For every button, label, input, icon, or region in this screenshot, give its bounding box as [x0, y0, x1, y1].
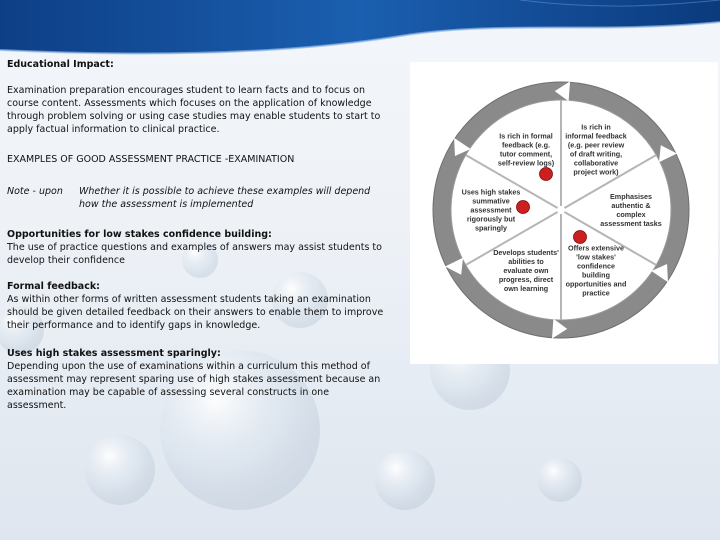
cycle-segment-label: self-review logs) — [497, 158, 555, 168]
section-body: The use of practice questions and examples of answers may assist students to develop their confidence — [7, 242, 382, 266]
cycle-segment-label: 'low stakes' — [576, 252, 616, 262]
cycle-segment-label: (e.g. peer review — [567, 140, 625, 150]
cycle-segment-label: progress, direct — [498, 275, 554, 285]
cycle-segment-label: rigorously but — [466, 214, 516, 224]
cycle-segment-label: building — [582, 270, 610, 280]
cycle-segment-label: evaluate own — [503, 266, 549, 276]
note-text: Whether it is possible to achieve these examples will depend how the assessment is implemented — [79, 186, 371, 210]
cycle-segment-label: opportunities and — [565, 279, 627, 289]
cycle-segment-label: confidence — [577, 261, 615, 271]
section-body: As within other forms of written assessment students taking an examination should be given detailed feedback on their answers to enable them to improve their performance and to identify gaps in knowledge. — [7, 294, 384, 331]
red-marker-dot — [517, 201, 530, 214]
cycle-segment-label: Uses high stakes — [461, 187, 521, 197]
cycle-segment-label: of draft writing, — [569, 149, 623, 159]
red-marker-dot — [540, 168, 553, 181]
cycle-segment-label: Offers extensive — [568, 243, 624, 253]
section-formal-feedback — [7, 280, 391, 332]
section-body: Depending upon the use of examinations within a curriculum this method of assessment may represent sparing use of high stakes assessment because an examination may be capable of assessing several constructs in one assessment. — [7, 361, 381, 411]
cycle-segment-label: collaborative — [573, 158, 619, 168]
cycle-segment-label: own learning — [503, 284, 549, 294]
educational-impact-heading: Educational Impact: — [7, 59, 114, 70]
cycle-segment-label: Emphasises — [610, 192, 652, 201]
cycle-segment-label: abilities to — [508, 257, 544, 267]
cycle-segment-label: complex — [616, 210, 646, 219]
section-title: Opportunities for low stakes confidence building: — [7, 229, 272, 240]
section-title: Formal feedback: — [7, 281, 100, 292]
cycle-segment-label: summative — [472, 196, 510, 206]
cycle-segment-label: assessment tasks — [600, 219, 662, 228]
note-label: Note - upon — [7, 186, 63, 197]
cycle-segment-label: sparingly — [475, 223, 507, 233]
cycle-segment-label: feedback (e.g. — [502, 140, 550, 150]
assessment-cycle-figure — [410, 62, 718, 364]
cycle-segment-label: tutor comment, — [499, 149, 553, 159]
cycle-segment-label: Is rich in — [581, 122, 611, 132]
cycle-segment-label: assessment — [470, 205, 512, 215]
section-low-stakes — [7, 228, 389, 267]
cycle-segment-label: project work) — [573, 167, 619, 177]
cycle-segment-label: Is rich in formal — [499, 131, 553, 141]
cycle-segment-label: informal feedback — [565, 131, 627, 141]
assessment-cycle-diagram — [410, 62, 718, 364]
examples-heading: EXAMPLES OF GOOD ASSESSMENT PRACTICE -EXAMINATION — [7, 154, 295, 165]
cycle-segment-label: authentic & — [611, 201, 651, 210]
section-high-stakes — [7, 347, 391, 412]
cycle-segment-label: practice — [582, 288, 610, 298]
section-title: Uses high stakes assessment sparingly: — [7, 348, 221, 359]
educational-impact-body: Examination preparation encourages student to learn facts and to focus on course content. Assessments which focuses on the application of knowledge through problem solving or using case studies may enable students to start to apply factual information to clinical practice. — [7, 85, 381, 135]
cycle-segment-label: Develops students' — [493, 248, 559, 258]
red-marker-dot — [574, 231, 587, 244]
